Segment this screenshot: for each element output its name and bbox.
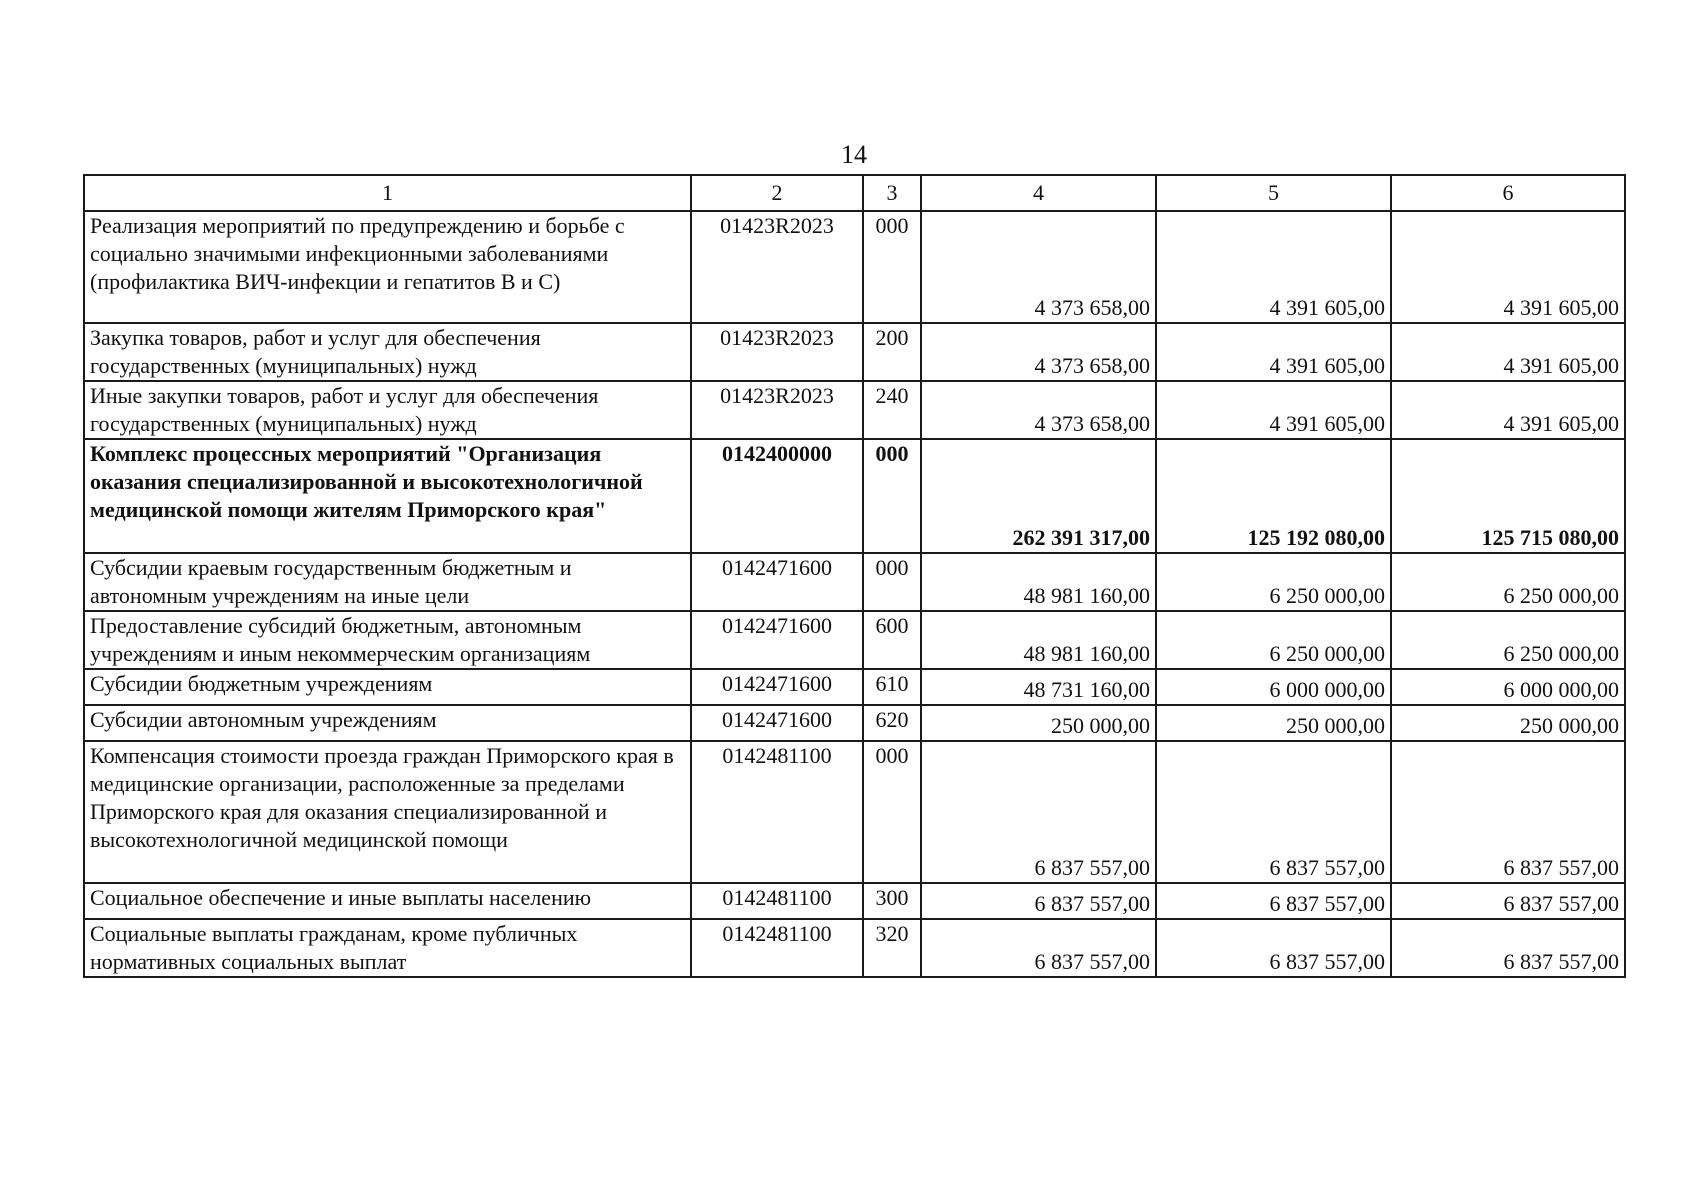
table-row <box>84 553 1625 611</box>
row-code-cell: 0142481100 <box>691 741 863 883</box>
table-row <box>84 919 1625 977</box>
row-amount-5-cell: 250 000,00 <box>1156 705 1391 741</box>
row-type-cell: 320 <box>863 919 921 977</box>
table-row <box>84 611 1625 669</box>
row-amount-6-cell: 6 837 557,00 <box>1391 919 1625 977</box>
row-amount-6-cell: 125 715 080,00 <box>1391 439 1625 553</box>
row-code-cell: 01423R2023 <box>691 381 863 439</box>
row-amount-5-cell: 6 837 557,00 <box>1156 741 1391 883</box>
row-name-cell: Закупка товаров, работ и услуг для обеспечения государственных (муниципальных) нужд <box>84 323 691 381</box>
row-amount-5-cell: 6 837 557,00 <box>1156 919 1391 977</box>
row-amount-6-cell: 250 000,00 <box>1391 705 1625 741</box>
row-code-cell: 01423R2023 <box>691 323 863 381</box>
table-row <box>84 705 1625 741</box>
row-name-cell: Социальные выплаты гражданам, кроме публичных нормативных социальных выплат <box>84 919 691 977</box>
row-amount-5-cell: 4 391 605,00 <box>1156 381 1391 439</box>
row-amount-5-cell: 6 250 000,00 <box>1156 611 1391 669</box>
row-name-cell: Комплекс процессных мероприятий "Организация оказания специализированной и высокотехнологичной медицинской помощи жителям Приморского края" <box>84 439 691 553</box>
row-code-cell: 0142471600 <box>691 669 863 705</box>
row-type-cell: 000 <box>863 741 921 883</box>
row-amount-4-cell: 48 731 160,00 <box>921 669 1156 705</box>
table-row <box>84 883 1625 919</box>
table-row <box>84 211 1625 323</box>
row-amount-5-cell: 6 000 000,00 <box>1156 669 1391 705</box>
row-code-cell: 01423R2023 <box>691 211 863 323</box>
row-amount-5-cell: 4 391 605,00 <box>1156 211 1391 323</box>
row-type-cell: 300 <box>863 883 921 919</box>
row-amount-5-cell: 6 250 000,00 <box>1156 553 1391 611</box>
row-amount-4-cell: 48 981 160,00 <box>921 611 1156 669</box>
row-name-cell: Субсидии краевым государственным бюджетным и автономным учреждениям на иные цели <box>84 553 691 611</box>
column-header: 1 <box>84 175 691 211</box>
row-amount-5-cell: 4 391 605,00 <box>1156 323 1391 381</box>
row-amount-4-cell: 48 981 160,00 <box>921 553 1156 611</box>
row-amount-4-cell: 250 000,00 <box>921 705 1156 741</box>
row-amount-6-cell: 6 250 000,00 <box>1391 553 1625 611</box>
row-type-cell: 620 <box>863 705 921 741</box>
table-row <box>84 741 1625 883</box>
column-header: 4 <box>921 175 1156 211</box>
column-header: 6 <box>1391 175 1625 211</box>
column-header: 5 <box>1156 175 1391 211</box>
row-type-cell: 200 <box>863 323 921 381</box>
row-code-cell: 0142471600 <box>691 705 863 741</box>
row-amount-6-cell: 6 837 557,00 <box>1391 741 1625 883</box>
row-amount-4-cell: 6 837 557,00 <box>921 919 1156 977</box>
row-type-cell: 000 <box>863 439 921 553</box>
row-type-cell: 000 <box>863 211 921 323</box>
row-type-cell: 000 <box>863 553 921 611</box>
row-amount-4-cell: 4 373 658,00 <box>921 211 1156 323</box>
row-amount-6-cell: 4 391 605,00 <box>1391 211 1625 323</box>
row-code-cell: 0142471600 <box>691 611 863 669</box>
row-amount-4-cell: 4 373 658,00 <box>921 381 1156 439</box>
row-name-cell: Субсидии автономным учреждениям <box>84 705 691 741</box>
budget-table <box>83 174 1626 978</box>
row-amount-6-cell: 6 250 000,00 <box>1391 611 1625 669</box>
row-amount-6-cell: 6 000 000,00 <box>1391 669 1625 705</box>
row-amount-6-cell: 4 391 605,00 <box>1391 323 1625 381</box>
row-amount-4-cell: 4 373 658,00 <box>921 323 1156 381</box>
row-type-cell: 240 <box>863 381 921 439</box>
row-amount-4-cell: 6 837 557,00 <box>921 741 1156 883</box>
row-name-cell: Предоставление субсидий бюджетным, автономным учреждениям и иным некоммерческим организациям <box>84 611 691 669</box>
page-number: 14 <box>841 140 867 169</box>
table-header-row <box>84 175 1625 211</box>
row-type-cell: 600 <box>863 611 921 669</box>
table-row <box>84 669 1625 705</box>
row-name-cell: Социальное обеспечение и иные выплаты населению <box>84 883 691 919</box>
row-code-cell: 0142481100 <box>691 919 863 977</box>
row-name-cell: Реализация мероприятий по предупреждению и борьбе с социально значимыми инфекционными заболеваниями (профилактика ВИЧ-инфекции и гепатитов В и С) <box>84 211 691 323</box>
row-name-cell: Иные закупки товаров, работ и услуг для обеспечения государственных (муниципальных) нужд <box>84 381 691 439</box>
row-name-cell: Компенсация стоимости проезда граждан Приморского края в медицинские организации, расположенные за пределами Приморского края для оказания специализированной и высокотехнологичной медицинской помощи <box>84 741 691 883</box>
row-code-cell: 0142481100 <box>691 883 863 919</box>
row-type-cell: 610 <box>863 669 921 705</box>
column-header: 3 <box>863 175 921 211</box>
row-code-cell: 0142400000 <box>691 439 863 553</box>
row-code-cell: 0142471600 <box>691 553 863 611</box>
row-name-cell: Субсидии бюджетным учреждениям <box>84 669 691 705</box>
row-amount-5-cell: 6 837 557,00 <box>1156 883 1391 919</box>
column-header: 2 <box>691 175 863 211</box>
table-row <box>84 323 1625 381</box>
table-row <box>84 439 1625 553</box>
row-amount-6-cell: 4 391 605,00 <box>1391 381 1625 439</box>
row-amount-4-cell: 6 837 557,00 <box>921 883 1156 919</box>
row-amount-4-cell: 262 391 317,00 <box>921 439 1156 553</box>
table-row <box>84 381 1625 439</box>
row-amount-6-cell: 6 837 557,00 <box>1391 883 1625 919</box>
row-amount-5-cell: 125 192 080,00 <box>1156 439 1391 553</box>
